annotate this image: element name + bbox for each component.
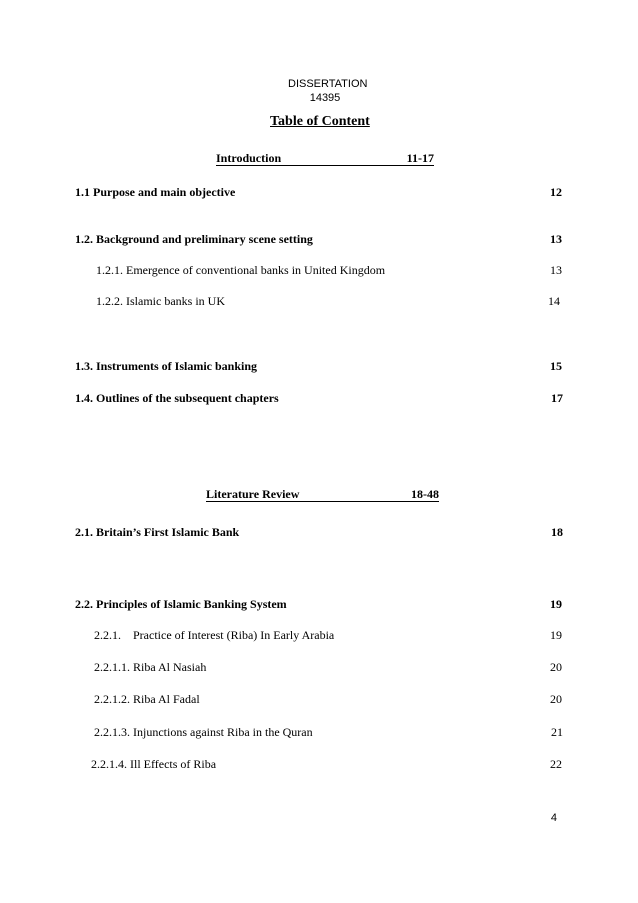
toc-entry-page: 19 bbox=[550, 628, 562, 642]
toc-entry-label: 2.2. Principles of Islamic Banking System bbox=[75, 597, 287, 611]
toc-entry-label: 2.2.1.1. Riba Al Nasiah bbox=[94, 660, 207, 674]
header-line-1: DISSERTATION bbox=[288, 78, 368, 90]
toc-entry-label: 1.2.2. Islamic banks in UK bbox=[96, 294, 225, 308]
toc-entry-page: 14 bbox=[548, 294, 560, 308]
toc-entry-page: 20 bbox=[550, 692, 562, 706]
toc-entry-page: 17 bbox=[551, 391, 563, 405]
toc-entry-page: 13 bbox=[550, 263, 562, 277]
section-heading-introduction bbox=[216, 152, 434, 166]
footer-page-number: 4 bbox=[550, 812, 557, 824]
toc-entry-label: 2.2.1.4. Ill Effects of Riba bbox=[91, 757, 217, 771]
toc-entry-page: 19 bbox=[550, 597, 562, 611]
toc-entry-page: 12 bbox=[550, 185, 562, 199]
toc-entry-label: 2.2.1.2. Riba Al Fadal bbox=[94, 692, 200, 706]
toc-entry-label: 1.3. Instruments of Islamic banking bbox=[75, 359, 258, 373]
toc-entry-page: 21 bbox=[551, 725, 563, 739]
toc-entry-label: 1.2.1. Emergence of conventional banks in United Kingdom bbox=[96, 263, 386, 277]
toc-entry-label: 2.2.1.3. Injunctions against Riba in the Quran bbox=[94, 725, 313, 739]
toc-entry-page: 22 bbox=[550, 757, 562, 771]
toc-entry-page: 15 bbox=[550, 359, 562, 373]
section-heading-label: Literature Review bbox=[206, 487, 300, 501]
section-page-range: 11-17 bbox=[406, 151, 434, 165]
page-title: Table of Content bbox=[270, 114, 370, 129]
toc-entry-label: 1.2. Background and preliminary scene setting bbox=[75, 232, 313, 246]
toc-entry-page: 13 bbox=[550, 232, 562, 246]
section-page-range: 18-48 bbox=[411, 487, 439, 501]
header-line-2: 14395 bbox=[309, 92, 341, 104]
toc-entry-page: 18 bbox=[551, 525, 563, 539]
toc-entry-label: 2.1. Britain’s First Islamic Bank bbox=[75, 525, 240, 539]
toc-entry-label: 1.4. Outlines of the subsequent chapters bbox=[75, 391, 279, 405]
section-heading-literature-review bbox=[206, 488, 439, 502]
toc-entry-label: 2.2.1. Practice of Interest (Riba) In Early Arabia bbox=[94, 628, 335, 642]
section-heading-label: Introduction bbox=[216, 151, 282, 165]
toc-entry-label: 1.1 Purpose and main objective bbox=[75, 185, 236, 199]
toc-entry-page: 20 bbox=[550, 660, 562, 674]
